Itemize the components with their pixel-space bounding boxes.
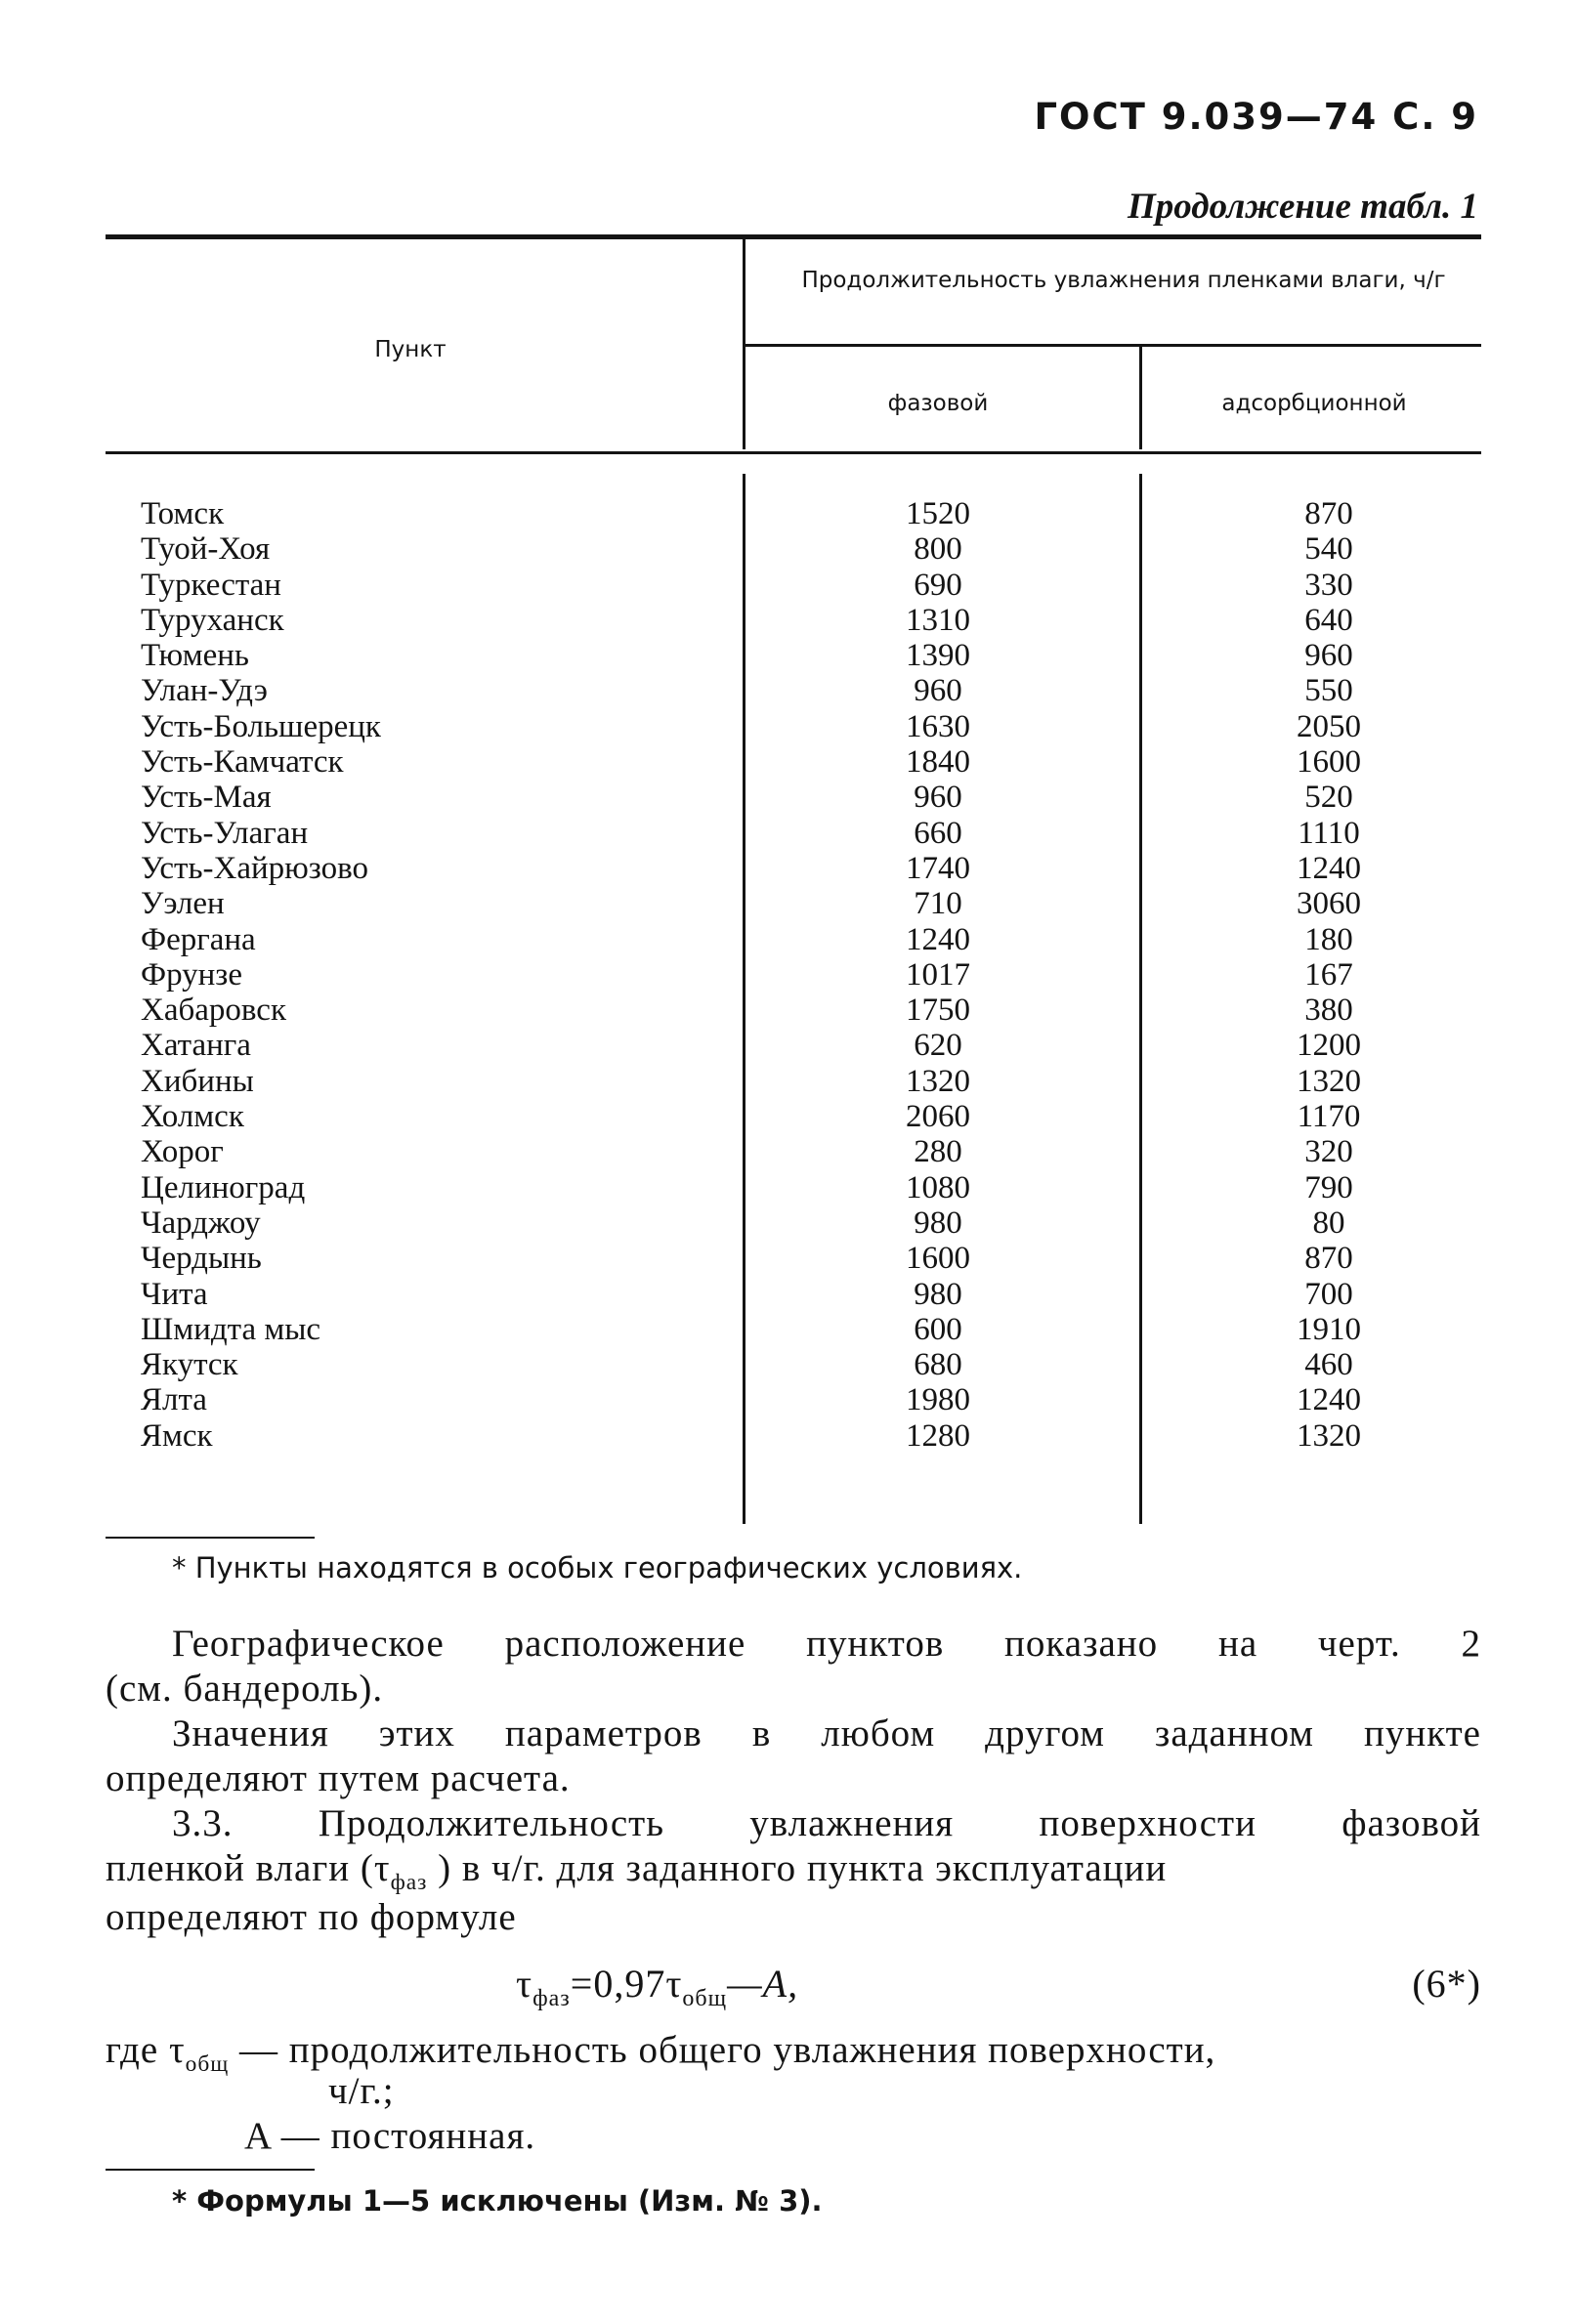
- table-cell-point: Целиноград: [141, 1169, 306, 1205]
- table-cell-point: Улан-Удэ: [141, 673, 268, 709]
- table-cell-phase: 1240: [906, 921, 970, 957]
- table-cell-point: Ямск: [141, 1417, 213, 1454]
- table-cell-point: Ялта: [141, 1382, 207, 1418]
- paragraph-1-line-1: Географическое расположение пунктов показано на черт. 2: [172, 1623, 1481, 1665]
- table-cell-adsorb: 700: [1304, 1276, 1353, 1312]
- table-cell-phase: 1310: [906, 602, 970, 638]
- paragraph-2-line-2: определяют путем расчета.: [106, 1757, 571, 1799]
- table-cell-adsorb: 790: [1304, 1169, 1353, 1205]
- table-cell-point: Томск: [141, 496, 225, 531]
- table-cell-point: Холмск: [141, 1099, 244, 1135]
- table-cell-adsorb: 640: [1304, 602, 1353, 638]
- col-header-point: Пункт: [374, 337, 447, 362]
- where-line-1: [106, 2028, 1481, 2087]
- table-cell-point: Уэлен: [141, 886, 225, 922]
- table-cell-adsorb: 1910: [1297, 1311, 1361, 1347]
- table-cell-adsorb: 460: [1304, 1347, 1353, 1383]
- table-cell-phase: 2060: [906, 1099, 970, 1135]
- table-cell-point: Шмидта мыс: [141, 1311, 321, 1347]
- table-cell-phase: 620: [914, 1028, 962, 1064]
- table-cell-phase: 1280: [906, 1417, 970, 1454]
- formula-lhs: τ: [516, 1962, 533, 2006]
- table-cell-point: Усть-Камчатск: [141, 744, 344, 781]
- table-cell-adsorb: 520: [1304, 780, 1353, 816]
- formula-rhs: —A,: [727, 1962, 799, 2006]
- table-cell-point: Усть-Мая: [141, 780, 272, 816]
- table-cell-adsorb: 380: [1304, 993, 1353, 1029]
- col-header-phase: фазовой: [887, 391, 989, 416]
- table-cell-phase: 600: [914, 1311, 962, 1347]
- col-header-group: Продолжительность увлажнения пленками влаги, ч/г: [801, 268, 1446, 293]
- table-cell-adsorb: 1320: [1297, 1063, 1361, 1099]
- table-cell-point: Тюмень: [141, 638, 249, 674]
- table-top-rule: [106, 234, 1481, 239]
- table-cell-phase: 1840: [906, 744, 970, 781]
- table-cell-phase: 1750: [906, 993, 970, 1029]
- table-header-rule: [106, 451, 1481, 454]
- table-cell-point: Туруханск: [141, 602, 284, 638]
- table-cell-adsorb: 540: [1304, 531, 1353, 568]
- table-cell-phase: 710: [914, 886, 962, 922]
- table-cell-adsorb: 1240: [1297, 1382, 1361, 1418]
- table-cell-phase: 1740: [906, 850, 970, 886]
- table-cell-adsorb: 180: [1304, 921, 1353, 957]
- formula: [516, 1962, 798, 2021]
- table-cell-adsorb: 1110: [1298, 815, 1360, 851]
- table-caption: Продолжение табл. 1: [1128, 187, 1478, 227]
- table-cell-point: Усть-Большерецк: [141, 708, 381, 744]
- table-cell-point: Хатанга: [141, 1028, 251, 1064]
- table-cell-phase: 1980: [906, 1382, 970, 1418]
- table-divider-v2-body: [1139, 474, 1142, 1524]
- table-cell-adsorb: 80: [1312, 1204, 1345, 1241]
- table-cell-point: Туой-Хоя: [141, 531, 271, 568]
- formula-eq: =0,97τ: [570, 1962, 683, 2006]
- table-cell-adsorb: 960: [1304, 638, 1353, 674]
- table-col-names: [141, 496, 381, 1454]
- paragraph-3-line-2-b: ) в ч/г. для заданного пункта эксплуатации: [427, 1847, 1168, 1889]
- where-def-1: — продолжительность общего увлажнения поверхности,: [229, 2029, 1216, 2071]
- formula-lhs-subscript: фаз: [532, 1986, 571, 2011]
- table-cell-phase: 1390: [906, 638, 970, 674]
- table-cell-phase: 960: [914, 673, 962, 709]
- table-cell-phase: 980: [914, 1204, 962, 1241]
- paragraph-3-line-3: определяют по формуле: [106, 1896, 517, 1938]
- table-footnote-rule: [106, 1537, 315, 1539]
- table-cell-phase: 800: [914, 531, 962, 568]
- paragraph-3-line-1: 3.3. Продолжительность увлажнения поверхности фазовой: [172, 1802, 1481, 1844]
- table-cell-phase: 680: [914, 1347, 962, 1383]
- formula-subscript-2: общ: [682, 1986, 728, 2011]
- table-cell-phase: 690: [914, 567, 962, 603]
- table-cell-adsorb: 330: [1304, 567, 1353, 603]
- table-cell-phase: 1630: [906, 708, 970, 744]
- table-cell-phase: 980: [914, 1276, 962, 1312]
- table-divider-v1-body: [743, 474, 745, 1524]
- table-cell-phase: 1080: [906, 1169, 970, 1205]
- table-cell-point: Хибины: [141, 1063, 254, 1099]
- table-cell-point: Туркестан: [141, 567, 281, 603]
- where-line-1-cont: ч/г.;: [328, 2070, 395, 2112]
- table-cell-phase: 660: [914, 815, 962, 851]
- table-cell-adsorb: 870: [1304, 1241, 1353, 1277]
- table-cell-point: Усть-Хайрюзово: [141, 850, 368, 886]
- table-col-adsorb: [1251, 496, 1407, 1454]
- table-cell-adsorb: 870: [1304, 496, 1353, 531]
- table-cell-adsorb: 1600: [1297, 744, 1361, 781]
- where-line-2: A — постоянная.: [244, 2115, 536, 2157]
- tau-phase-subscript: фаз: [390, 1869, 428, 1895]
- table-cell-phase: 280: [914, 1134, 962, 1170]
- table-footnote: * Пункты находятся в особых географических условиях.: [172, 1551, 1023, 1585]
- table-cell-point: Чита: [141, 1276, 208, 1312]
- table-cell-point: Хабаровск: [141, 993, 286, 1029]
- where-subscript: общ: [185, 2050, 230, 2077]
- table-divider-v2-header: [1139, 344, 1142, 449]
- table-cell-adsorb: 1170: [1297, 1099, 1361, 1135]
- table-cell-adsorb: 1320: [1297, 1417, 1361, 1454]
- table-cell-point: Хорог: [141, 1134, 224, 1170]
- paragraph-2-line-1: Значения этих параметров в любом другом заданном пункте: [172, 1712, 1481, 1754]
- table-cell-point: Усть-Улаган: [141, 815, 309, 851]
- table-cell-phase: 1600: [906, 1241, 970, 1277]
- table-cell-adsorb: 320: [1304, 1134, 1353, 1170]
- table-cell-phase: 1320: [906, 1063, 970, 1099]
- table-subheader-rule: [745, 344, 1481, 347]
- formula-number: (6*): [1412, 1962, 1481, 2006]
- table-cell-adsorb: 167: [1304, 956, 1353, 993]
- page-footnote-rule: [106, 2169, 315, 2171]
- table-cell-phase: 1520: [906, 496, 970, 531]
- paragraph-3-line-2-a: пленкой влаги (τ: [106, 1847, 391, 1889]
- paragraph-1-line-2: (см. бандероль).: [106, 1668, 384, 1710]
- table-cell-adsorb: 1240: [1297, 850, 1361, 886]
- table-cell-point: Фергана: [141, 921, 256, 957]
- col-header-adsorb: адсорбционной: [1221, 391, 1407, 416]
- table-cell-point: Якутск: [141, 1347, 238, 1383]
- table-cell-adsorb: 3060: [1297, 886, 1361, 922]
- table-cell-phase: 1017: [906, 956, 970, 993]
- page-footnote: * Формулы 1—5 исключены (Изм. № 3).: [172, 2184, 823, 2218]
- table-cell-adsorb: 1200: [1297, 1028, 1361, 1064]
- table-cell-adsorb: 550: [1304, 673, 1353, 709]
- where-prefix: где τ: [106, 2029, 186, 2071]
- table-cell-point: Чердынь: [141, 1241, 262, 1277]
- table-cell-point: Чарджоу: [141, 1204, 261, 1241]
- page-header: ГОСТ 9.039—74 С. 9: [1034, 96, 1478, 138]
- table-cell-phase: 960: [914, 780, 962, 816]
- table-col-phase: [860, 496, 1016, 1454]
- table-cell-point: Фрунзе: [141, 956, 242, 993]
- table-cell-adsorb: 2050: [1297, 708, 1361, 744]
